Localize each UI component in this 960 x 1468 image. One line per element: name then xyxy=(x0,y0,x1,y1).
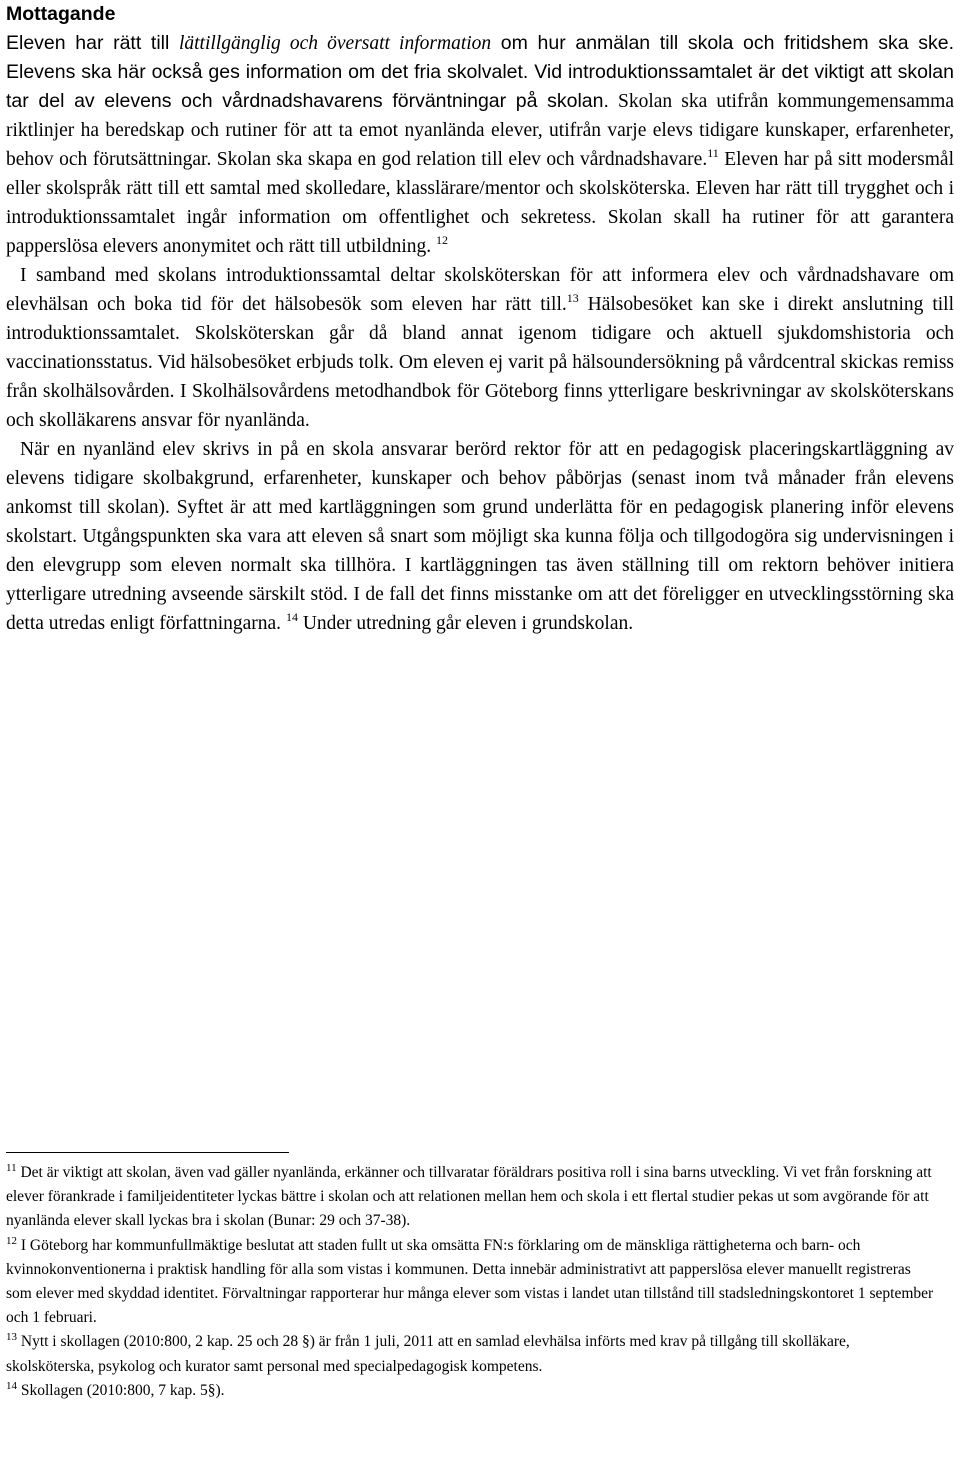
intro-text-end: om hur anmälan till skola och fritidshem ska ske. Elevens ska här också ges information om det fria skolvalet. Vid introduktionssamtalet är det viktigt att skolan tar del av elevens och vårdnadshavarens förväntningar på skolan. xyxy=(6,32,954,112)
footnote-number: 14 xyxy=(6,1379,17,1392)
footnote-ref-13[interactable]: 13 xyxy=(566,291,579,305)
health-visit-text: I samband med skolans introduktionssamtal deltar skolsköterskan för att informera elev och vårdnadshavare om elevhälsan och boka tid för det hälsobesök som eleven har rätt till. xyxy=(6,265,954,315)
intro-text-start: Eleven har rätt till xyxy=(6,32,179,54)
paragraph-mapping xyxy=(6,435,954,638)
footnote-number: 12 xyxy=(6,1234,17,1247)
health-visit-details: Hälsobesöket kan ske i direkt anslutning till introduktionssamtalet. Skolsköterskan går då bland annat igenom tidigare och aktuell sjukdomshistoria och vaccinationsstatus. Vid hälsobesöket erbjuds tolk. Om eleven ej varit på hälsoundersökning på vårdcentral skickas remiss från skolhälsovården. I Skolhälsovårdens metodhandbok för Göteborg finns ytterligare beskrivningar av skolsköterskans och skolläkarens ansvar för nyanlända. xyxy=(6,294,954,431)
routines-text: Skolan ska utifrån kommungemensamma riktlinjer ha beredskap och rutiner för att ta emot nyanlända elever, utifrån varje elevs tidigare kunskaper, erfarenheter, behov och förutsättningar. Skolan ska skapa en god relation till elev och vårdnadshavare. xyxy=(6,91,954,170)
footnote-ref-14[interactable]: 14 xyxy=(285,610,298,624)
footnote-13 xyxy=(6,1330,936,1378)
mapping-text: När en nyanländ elev skrivs in på en skola ansvarar berörd rektor för att en pedagogisk placeringskartläggning av elevens tidigare skolbakgrund, erfarenheter, kunskaper och behov påbörjas (senast inom två månader från elevens ankomst till skolan). Syftet är att med kartläggningen som grund underlätta för en pedagogisk planering inför elevens skolstart. Utgångspunkten ska vara att eleven så snart som möjligt ska kunna följa och tillgodogöra sig undervisningen i den elevgrupp som eleven normalt ska tillhöra. I kartläggningen tas även ställning till om rektorn behöver initiera ytterligare utredning avseende särskilt stöd. I de fall det finns misstanke om att det föreligger en utvecklingsstörning ska detta utredas enligt författningarna. xyxy=(6,439,954,634)
footnote-12 xyxy=(6,1234,936,1331)
footnote-text: Skollagen (2010:800, 7 kap. 5§). xyxy=(17,1381,225,1399)
footnote-text: I Göteborg har kommunfullmäktige beslutat att staden fullt ut ska omsätta FN:s förklaring om de mänskliga rättigheterna och barn- och kvinnokonventionerna i praktisk handling för alla som vistas i kommunen. Detta innebär administrativt att papperslösa elever manuellt registreras som elever med skyddad identitet. Förvaltningar rapporterar hur många elever som vistas i landet utan tillstånd till stadsledningskontoret 1 september och 1 februari. xyxy=(6,1236,934,1327)
footnote-number: 13 xyxy=(6,1331,17,1344)
footnote-number: 11 xyxy=(6,1162,17,1174)
conversation-text: Eleven har på sitt modersmål eller skolspråk rätt till ett samtal med skolledare, klasslärare/mentor och skolsköterska. Eleven har rätt till trygghet och i introduktionssamtalet ingår information om offentlighet och sekretess. Skolan skall ha rutiner för att garantera papperslösa elevers anonymitet och rätt till utbildning. xyxy=(6,149,955,257)
section-heading: Mottagande xyxy=(6,3,116,25)
paragraph-intro xyxy=(6,29,954,261)
footnote-text: Nytt i skollagen (2010:800, 2 kap. 25 och 28 §) är från 1 juli, 2011 att en samlad elevhälsa införts med krav på tillgång till skolläkare, skolsköterska, psykolog och kurator samt personal med specialpedagogisk kompetens. xyxy=(6,1333,850,1375)
footnote-text: Det är viktigt att skolan, även vad gäller nyanlända, erkänner och tillvaratar föräldrars positiva roll i sina barns utveckling. Vi vet från forskning att elever förankrade i familjeidentiteter lyckas bättre i skolan och att relationen mellan hem och skola i ett flertal studier pekas ut som avgörande för att nyanlända elever skall lyckas bra i skolan (Bunar: 29 och 37-38). xyxy=(6,1164,932,1230)
intro-text-emphasis: lättillgänglig och översatt information xyxy=(178,33,492,54)
footnote-ref-11[interactable]: 11 xyxy=(707,146,719,160)
footnote-ref-12[interactable]: 12 xyxy=(435,233,448,247)
document-page xyxy=(6,0,954,638)
footnote-11 xyxy=(6,1161,936,1234)
paragraph-health-visit xyxy=(6,261,954,435)
footnote-14 xyxy=(6,1379,936,1403)
footnote-separator xyxy=(6,1152,289,1153)
footnotes xyxy=(6,1161,936,1403)
mapping-end-text: Under utredning går eleven i grundskolan. xyxy=(297,613,634,634)
